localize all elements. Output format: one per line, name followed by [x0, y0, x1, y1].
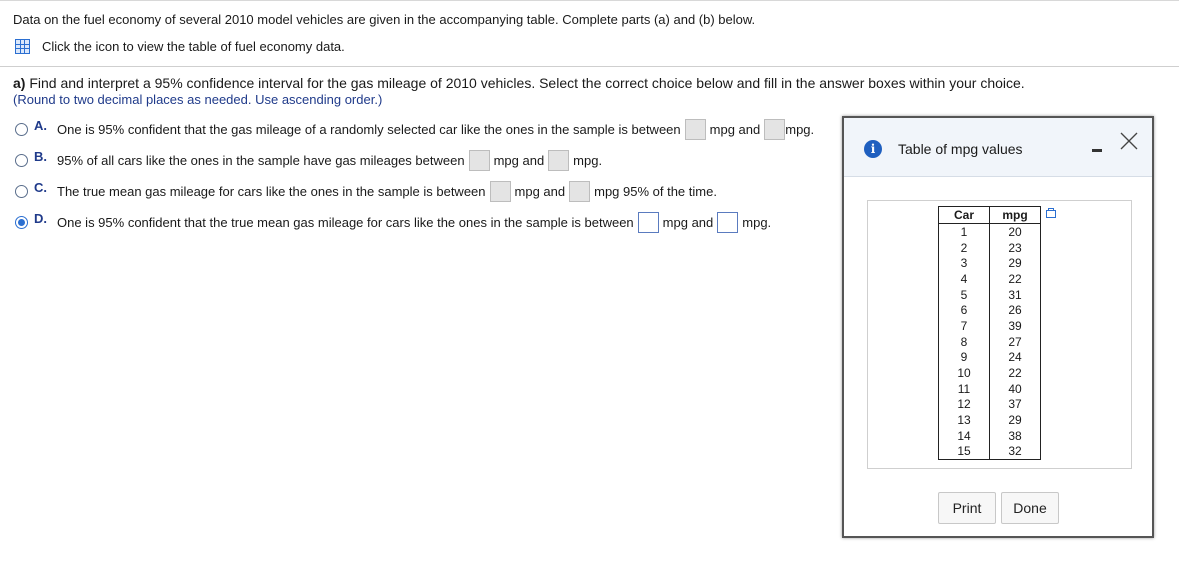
part-a-question [13, 75, 1025, 91]
dialog-header [844, 118, 1152, 177]
mpg-table [938, 206, 1041, 460]
option-c-lower-input[interactable] [490, 181, 511, 202]
mpg-cell: 38 [990, 428, 1041, 444]
mpg-cell: 37 [990, 397, 1041, 413]
close-icon[interactable] [1118, 130, 1140, 152]
option-b-text: 95% of all cars like the ones in the sample have gas mileages between [57, 153, 465, 168]
top-border [0, 0, 1179, 1]
car-cell: 7 [939, 318, 990, 334]
option-b-unit: mpg. [573, 153, 603, 168]
option-d-radio[interactable] [15, 216, 28, 229]
done-button[interactable]: Done [1001, 492, 1059, 524]
mpg-table-dialog [842, 116, 1154, 538]
car-cell: 1 [939, 224, 990, 240]
dialog-title: Table of mpg values [898, 141, 1023, 157]
option-d-text: One is 95% confident that the true mean gas mileage for cars like the ones in the sample is between [57, 215, 634, 230]
car-cell: 10 [939, 365, 990, 381]
option-a[interactable] [15, 119, 814, 140]
option-a-lower-input[interactable] [685, 119, 706, 140]
option-c-and: mpg and [514, 184, 566, 199]
table-row [939, 302, 1041, 318]
car-cell: 4 [939, 271, 990, 287]
table-row [939, 428, 1041, 444]
car-cell: 3 [939, 255, 990, 271]
car-cell: 13 [939, 412, 990, 428]
option-c-upper-input[interactable] [569, 181, 590, 202]
option-a-text: One is 95% confident that the gas mileage of a randomly selected car like the ones in the sample is between [57, 122, 681, 137]
mpg-table-body [939, 224, 1041, 460]
option-b-radio[interactable] [15, 154, 28, 167]
option-d-letter: D. [34, 211, 47, 226]
option-d-lower-input[interactable] [638, 212, 659, 233]
mpg-cell: 22 [990, 365, 1041, 381]
car-cell: 12 [939, 397, 990, 413]
option-c-unit: mpg 95% of the time. [594, 184, 717, 199]
option-d-upper-input[interactable] [717, 212, 738, 233]
car-cell: 14 [939, 428, 990, 444]
table-row [939, 365, 1041, 381]
table-row [939, 350, 1041, 366]
option-c-text: The true mean gas mileage for cars like the ones in the sample is between [57, 184, 486, 199]
table-row [939, 271, 1041, 287]
mpg-cell: 27 [990, 334, 1041, 350]
car-cell: 6 [939, 302, 990, 318]
table-row [939, 255, 1041, 271]
car-cell: 5 [939, 287, 990, 303]
option-c-letter: C. [34, 180, 47, 195]
mpg-cell: 32 [990, 444, 1041, 460]
option-d-unit: mpg. [742, 215, 772, 230]
option-a-and: mpg and [709, 122, 761, 137]
car-cell: 2 [939, 240, 990, 256]
car-cell: 15 [939, 444, 990, 460]
info-icon: i [864, 140, 882, 158]
car-cell: 8 [939, 334, 990, 350]
header-car: Car [939, 207, 990, 224]
problem-intro: Data on the fuel economy of several 2010 model vehicles are given in the accompanying table. Complete parts (a) and (b) below. [13, 12, 756, 27]
part-a-label: a) [13, 75, 26, 91]
option-c-radio[interactable] [15, 185, 28, 198]
table-row [939, 318, 1041, 334]
option-b[interactable] [15, 150, 602, 171]
view-table-text: Click the icon to view the table of fuel economy data. [42, 39, 345, 54]
option-a-unit: mpg. [785, 122, 815, 137]
car-cell: 9 [939, 350, 990, 366]
option-b-letter: B. [34, 149, 47, 164]
table-row [939, 381, 1041, 397]
table-row [939, 412, 1041, 428]
mpg-cell: 26 [990, 302, 1041, 318]
mpg-cell: 39 [990, 318, 1041, 334]
mpg-cell: 29 [990, 412, 1041, 428]
mpg-cell: 20 [990, 224, 1041, 240]
option-b-lower-input[interactable] [469, 150, 490, 171]
view-table-row [15, 39, 345, 54]
header-mpg: mpg [990, 207, 1041, 224]
option-a-letter: A. [34, 118, 47, 133]
option-a-upper-input[interactable] [764, 119, 785, 140]
table-row [939, 397, 1041, 413]
mpg-cell: 40 [990, 381, 1041, 397]
mpg-cell: 29 [990, 255, 1041, 271]
option-b-upper-input[interactable] [548, 150, 569, 171]
option-a-radio[interactable] [15, 123, 28, 136]
table-row [939, 224, 1041, 240]
mpg-cell: 22 [990, 271, 1041, 287]
table-row [939, 287, 1041, 303]
rounding-hint: (Round to two decimal places as needed. Use ascending order.) [13, 92, 383, 107]
minimize-icon[interactable] [1092, 149, 1102, 152]
table-row [939, 334, 1041, 350]
table-row [939, 240, 1041, 256]
table-grid-icon[interactable] [15, 39, 30, 54]
table-frame [867, 200, 1132, 469]
option-d-and: mpg and [662, 215, 714, 230]
copy-table-icon[interactable] [1046, 210, 1056, 218]
print-button[interactable]: Print [938, 492, 996, 524]
divider [0, 66, 1179, 67]
mpg-cell: 24 [990, 350, 1041, 366]
part-a-text: Find and interpret a 95% confidence interval for the gas mileage of 2010 vehicles. Select the correct choice below and fill in the answer boxes within your choice. [29, 75, 1025, 91]
mpg-cell: 31 [990, 287, 1041, 303]
option-c[interactable] [15, 181, 717, 202]
mpg-cell: 23 [990, 240, 1041, 256]
option-b-and: mpg and [493, 153, 545, 168]
table-row [939, 444, 1041, 460]
car-cell: 11 [939, 381, 990, 397]
option-d[interactable] [15, 212, 771, 233]
